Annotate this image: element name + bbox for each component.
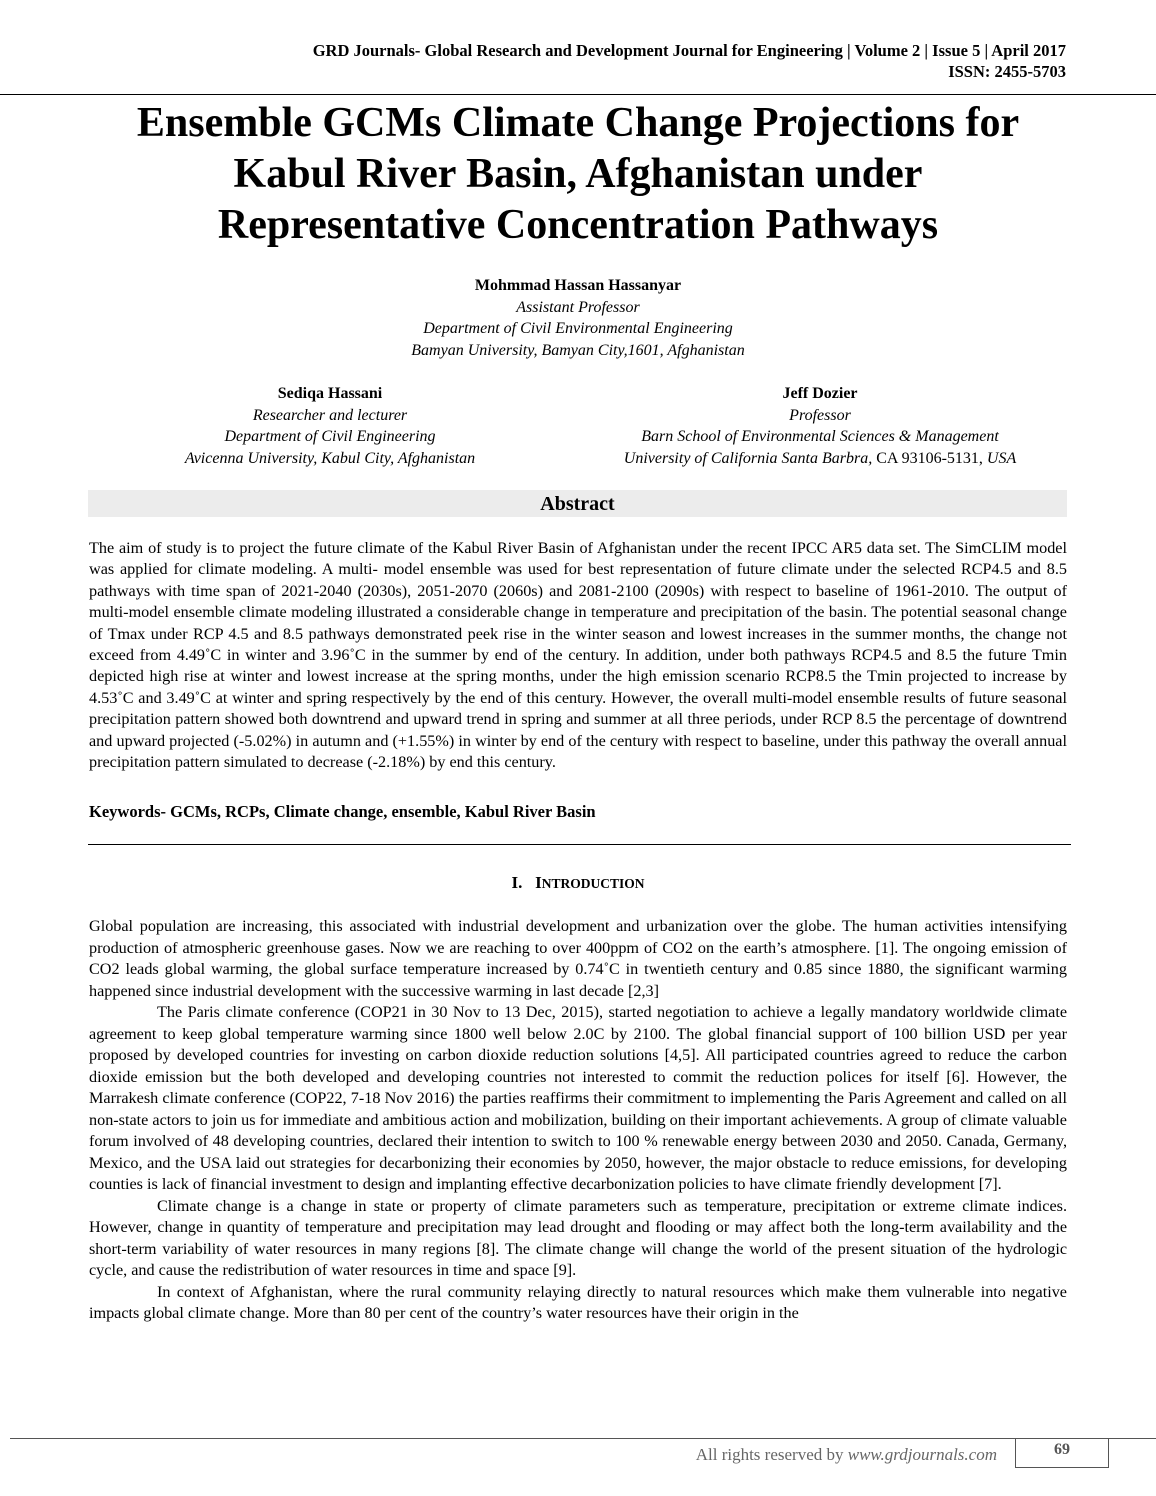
journal-line: GRD Journals- Global Research and Development Journal for Engineering | Volume 2 | Issue 5 | April 2017 — [312, 41, 1066, 60]
paragraph: Climate change is a change in state or property of climate parameters such as temperature, precipitation or extreme climate indices. However, change in quantity of temperature and precipitation may lead drought and flooding or may affect both the long-term availability and the short-term variability of water resources in many regions [8]. The climate change will change the world of the present situation of the hydrologic cycle, and cause the redistribution of water resources in time and space [9]. — [89, 1196, 1067, 1279]
author-role: Assistant Professor — [516, 298, 640, 316]
title-line-2: Kabul River Basin, Afghanistan under — [233, 151, 923, 197]
author-role: Professor — [789, 406, 851, 424]
author-block-3 — [560, 383, 1080, 469]
author-department: Barn School of Environmental Sciences & Management — [641, 428, 999, 445]
author-department: Department of Civil Environmental Engineering — [423, 320, 733, 337]
author-name: Mohmmad Hassan Hassanyar — [474, 277, 682, 294]
issn: ISSN: 2455-5703 — [948, 62, 1066, 81]
journal-url-link[interactable]: www.grdjournals.com — [847, 1445, 997, 1464]
journal-header — [313, 40, 1066, 82]
title-line-1: Ensemble GCMs Climate Change Projections for — [136, 100, 1020, 146]
footer-rights — [560, 1444, 997, 1466]
section-heading-introduction — [89, 872, 1067, 895]
author-block-2 — [130, 383, 530, 469]
affiliation-country: USA — [986, 449, 1017, 467]
affiliation-university: University of California Santa Barbra, — [623, 449, 873, 467]
author-affiliation — [560, 448, 1080, 470]
rights-text: All rights reserved by — [695, 1445, 848, 1464]
author-affiliation: Avicenna University, Kabul City, Afghanistan — [184, 449, 476, 467]
paragraph: The Paris climate conference (COP21 in 30 Nov to 13 Dec, 2015), started negotiation to achieve a legally mandatory worldwide climate agreement to keep global temperature warming since 1800 well below 2.0C by 2100. The global financial support of 100 billion USD per year proposed by developed countries for investing on carbon dioxide reduction solutions [4,5]. All participated countries agreed to reduce the carbon dioxide emission but the both developed and developing countries not interested to commit the reduction polices for itself [6]. However, the Marrakesh climate conference (COP22, 7-18 Nov 2016) the parties reaffirms their commitment to implementing the Paris Agreement and called on all non-state actors to join us for immediate and ambitious action and mobilization, building on their important achievements. A group of climate valuable forum involved of 48 developing countries, declared their intention to switch to 100 % renewable energy between 2030 and 2050. Canada, Germany, Mexico, and the USA laid out strategies for decarbonizing their economies by 2050, however, the major obstacle to reduce emissions, for developing counties is lack of financial investment to design and implanting effective decarbonization policies to have climate friendly development [7]. — [89, 1003, 1067, 1193]
keywords: Keywords- GCMs, RCPs, Climate change, ensemble, Kabul River Basin — [89, 802, 596, 821]
section-number: I. — [511, 873, 523, 892]
affiliation-postal: CA 93106-5131, — [872, 449, 987, 467]
paragraph: Global population are increasing, this associated with industrial development and urbanization over the globe. The human activities intensifying production of atmospheric greenhouse gases. Now we are reaching to over 400ppm of CO2 on the earth’s atmosphere. [1]. The ongoing emission of CO2 leads global warming, the global surface temperature increased by 0.74˚C in twentieth century and 0.85 since 1880, the significant warming happened since industrial development with the successive warming in last decade [2,3] — [89, 917, 1067, 1000]
title-line-3: Representative Concentration Pathways — [217, 202, 939, 248]
section-title-rest: NTRODUCTION — [541, 876, 645, 891]
author-affiliation: Bamyan University, Bamyan City,1601, Afghanistan — [411, 341, 745, 359]
header-divider — [0, 94, 1156, 95]
paper-title — [60, 98, 1096, 251]
page-number: 69 — [1015, 1438, 1109, 1468]
abstract-text: The aim of study is to project the future climate of the Kabul River Basin of Afghanistan under the recent IPCC AR5 data set. The SimCLIM model was applied for climate modeling. A multi- model ensemble was used for best representation of future climate under the selected RCP4.5 and 8.5 pathways with time span of 2021-2040 (2030s), 2051-2070 (2060s) and 2081-2100 (2090s) with respect to baseline of 1961-2010. The output of multi-model ensemble climate modeling illustrated a considerable change in temperature and precipitation of the basin. The potential seasonal change of Tmax under RCP 4.5 and 8.5 pathways demonstrated peek rise in the winter season and lowest increases in the summer months, the change not exceed from 4.49˚C in winter and 3.96˚C in the summer by end of the century. In addition, under both pathways RCP4.5 and 8.5 the future Tmin depicted high rise at winter and lowest increase at the spring months, under the high emission scenario RCP8.5 the Tmin projected to increase by 4.53˚C and 3.49˚C at winter and spring respectively by the end of this century. However, the overall multi-model ensemble results of future seasonal precipitation pattern showed both downtrend and upward trend in spring and summer at all three periods, under RCP 8.5 the percentage of downtrend and upward projected (-5.02%) in autumn and (+1.55%) in winter by end of the century with respect to baseline, under this pathway the overall annual precipitation pattern simulated to decrease (-2.18%) by end this century. — [89, 539, 1067, 772]
author-name: Jeff Dozier — [782, 385, 858, 402]
section-divider — [88, 844, 1071, 845]
section-title-initial: I — [535, 873, 542, 892]
author-name: Sediqa Hassani — [277, 385, 383, 402]
abstract-heading: Abstract — [88, 490, 1067, 517]
author-role: Researcher and lecturer — [252, 406, 408, 424]
author-department: Department of Civil Engineering — [224, 428, 436, 445]
paragraph: In context of Afghanistan, where the rural community relaying directly to natural resources which make them vulnerable into negative impacts global climate change. More than 80 per cent of the country’s water resources have their origin in the — [89, 1282, 1067, 1322]
footer-divider — [10, 1438, 1156, 1439]
introduction-body — [89, 916, 1067, 1325]
author-block-1 — [300, 275, 856, 361]
